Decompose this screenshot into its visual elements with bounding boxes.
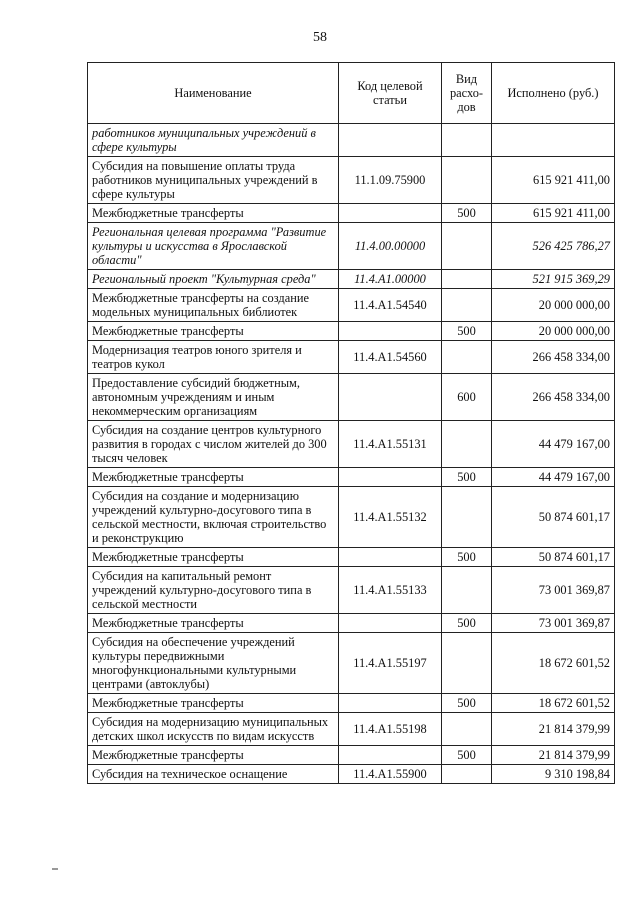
cell-code	[339, 124, 442, 157]
budget-execution-table	[87, 62, 615, 784]
cell-sum: 266 458 334,00	[492, 374, 615, 421]
cell-sum	[492, 124, 615, 157]
cell-name: Субсидия на обеспечение учреждений культуры передвижными многофункциональными культурными центрами (автоклубы)	[88, 633, 339, 694]
cell-code: 11.4.A1.55197	[339, 633, 442, 694]
cell-sum: 21 814 379,99	[492, 713, 615, 746]
header-code: Код целевой статьи	[339, 63, 442, 124]
cell-code: 11.4.A1.55132	[339, 487, 442, 548]
cell-code	[339, 374, 442, 421]
cell-type: 500	[442, 468, 492, 487]
page-number: 58	[313, 30, 327, 45]
header-type: Вид расхо-дов	[442, 63, 492, 124]
table-row	[88, 223, 615, 270]
table-row	[88, 421, 615, 468]
cell-name: Региональный проект "Культурная среда"	[88, 270, 339, 289]
cell-type	[442, 421, 492, 468]
table-row	[88, 633, 615, 694]
cell-code	[339, 204, 442, 223]
cell-code	[339, 746, 442, 765]
cell-type: 600	[442, 374, 492, 421]
cell-sum: 50 874 601,17	[492, 548, 615, 567]
table-row	[88, 270, 615, 289]
header-name: Наименование	[88, 63, 339, 124]
cell-name: Межбюджетные трансферты	[88, 468, 339, 487]
cell-sum: 20 000 000,00	[492, 289, 615, 322]
cell-type	[442, 289, 492, 322]
cell-name: Субсидия на модернизацию муниципальных детских школ искусств по видам искусств	[88, 713, 339, 746]
cell-name: Субсидия на создание центров культурного развития в городах с числом жителей до 300 тысяч человек	[88, 421, 339, 468]
cell-name: Межбюджетные трансферты	[88, 746, 339, 765]
table-row	[88, 124, 615, 157]
cell-code	[339, 694, 442, 713]
table-row	[88, 341, 615, 374]
cell-type: 500	[442, 548, 492, 567]
table-row	[88, 157, 615, 204]
cell-code: 11.4.A1.55900	[339, 765, 442, 784]
cell-code	[339, 322, 442, 341]
cell-sum: 18 672 601,52	[492, 694, 615, 713]
cell-sum: 521 915 369,29	[492, 270, 615, 289]
table-row	[88, 374, 615, 421]
cell-sum: 266 458 334,00	[492, 341, 615, 374]
cell-type	[442, 765, 492, 784]
cell-name: работников муниципальных учреждений в сфере культуры	[88, 124, 339, 157]
cell-sum: 44 479 167,00	[492, 421, 615, 468]
cell-type	[442, 713, 492, 746]
cell-name: Межбюджетные трансферты	[88, 614, 339, 633]
cell-type: 500	[442, 204, 492, 223]
cell-sum: 18 672 601,52	[492, 633, 615, 694]
cell-name: Межбюджетные трансферты	[88, 204, 339, 223]
cell-sum: 73 001 369,87	[492, 567, 615, 614]
cell-sum: 9 310 198,84	[492, 765, 615, 784]
table-row	[88, 694, 615, 713]
table-row	[88, 746, 615, 765]
table-row	[88, 468, 615, 487]
cell-name: Модернизация театров юного зрителя и театров кукол	[88, 341, 339, 374]
cell-type	[442, 633, 492, 694]
cell-code: 11.4.A1.54560	[339, 341, 442, 374]
cell-sum: 73 001 369,87	[492, 614, 615, 633]
cell-code	[339, 614, 442, 633]
cell-type	[442, 567, 492, 614]
cell-sum: 615 921 411,00	[492, 204, 615, 223]
cell-code: 11.4.A1.55133	[339, 567, 442, 614]
table-row	[88, 487, 615, 548]
table-row	[88, 204, 615, 223]
cell-name: Межбюджетные трансферты	[88, 694, 339, 713]
table-row	[88, 765, 615, 784]
table-header-row	[88, 63, 615, 124]
table-row	[88, 548, 615, 567]
cell-sum: 20 000 000,00	[492, 322, 615, 341]
cell-code: 11.4.A1.54540	[339, 289, 442, 322]
cell-type	[442, 124, 492, 157]
table-row	[88, 289, 615, 322]
table-row	[88, 713, 615, 746]
header-sum: Исполнено (руб.)	[492, 63, 615, 124]
table-row	[88, 567, 615, 614]
table-row	[88, 614, 615, 633]
cell-type: 500	[442, 322, 492, 341]
cell-type	[442, 223, 492, 270]
cell-type	[442, 487, 492, 548]
cell-code: 11.4.A1.55198	[339, 713, 442, 746]
cell-name: Субсидия на создание и модернизацию учреждений культурно-досугового типа в сельской местности, включая строительство и реконструкцию	[88, 487, 339, 548]
cell-sum: 21 814 379,99	[492, 746, 615, 765]
cell-code: 11.4.00.00000	[339, 223, 442, 270]
cell-name: Межбюджетные трансферты	[88, 548, 339, 567]
cell-code: 11.1.09.75900	[339, 157, 442, 204]
cell-code: 11.4.A1.00000	[339, 270, 442, 289]
cell-sum: 44 479 167,00	[492, 468, 615, 487]
table-body	[88, 124, 615, 784]
cell-type	[442, 270, 492, 289]
cell-type	[442, 341, 492, 374]
cell-type	[442, 157, 492, 204]
cell-type: 500	[442, 694, 492, 713]
cell-code	[339, 468, 442, 487]
cell-code: 11.4.A1.55131	[339, 421, 442, 468]
cell-name: Субсидия на капитальный ремонт учреждений культурно-досугового типа в сельской местности	[88, 567, 339, 614]
cell-type: 500	[442, 614, 492, 633]
table-row	[88, 322, 615, 341]
cell-name: Субсидия на техническое оснащение	[88, 765, 339, 784]
cell-sum: 526 425 786,27	[492, 223, 615, 270]
cell-sum: 615 921 411,00	[492, 157, 615, 204]
cell-name: Региональная целевая программа "Развитие культуры и искусства в Ярославской области"	[88, 223, 339, 270]
cell-code	[339, 548, 442, 567]
cell-name: Предоставление субсидий бюджетным, автономным учреждениям и иным некоммерческим организациям	[88, 374, 339, 421]
cell-name: Межбюджетные трансферты на создание модельных муниципальных библиотек	[88, 289, 339, 322]
scan-mark	[52, 868, 58, 870]
cell-type: 500	[442, 746, 492, 765]
cell-sum: 50 874 601,17	[492, 487, 615, 548]
cell-name: Межбюджетные трансферты	[88, 322, 339, 341]
cell-name: Субсидия на повышение оплаты труда работников муниципальных учреждений в сфере культуры	[88, 157, 339, 204]
